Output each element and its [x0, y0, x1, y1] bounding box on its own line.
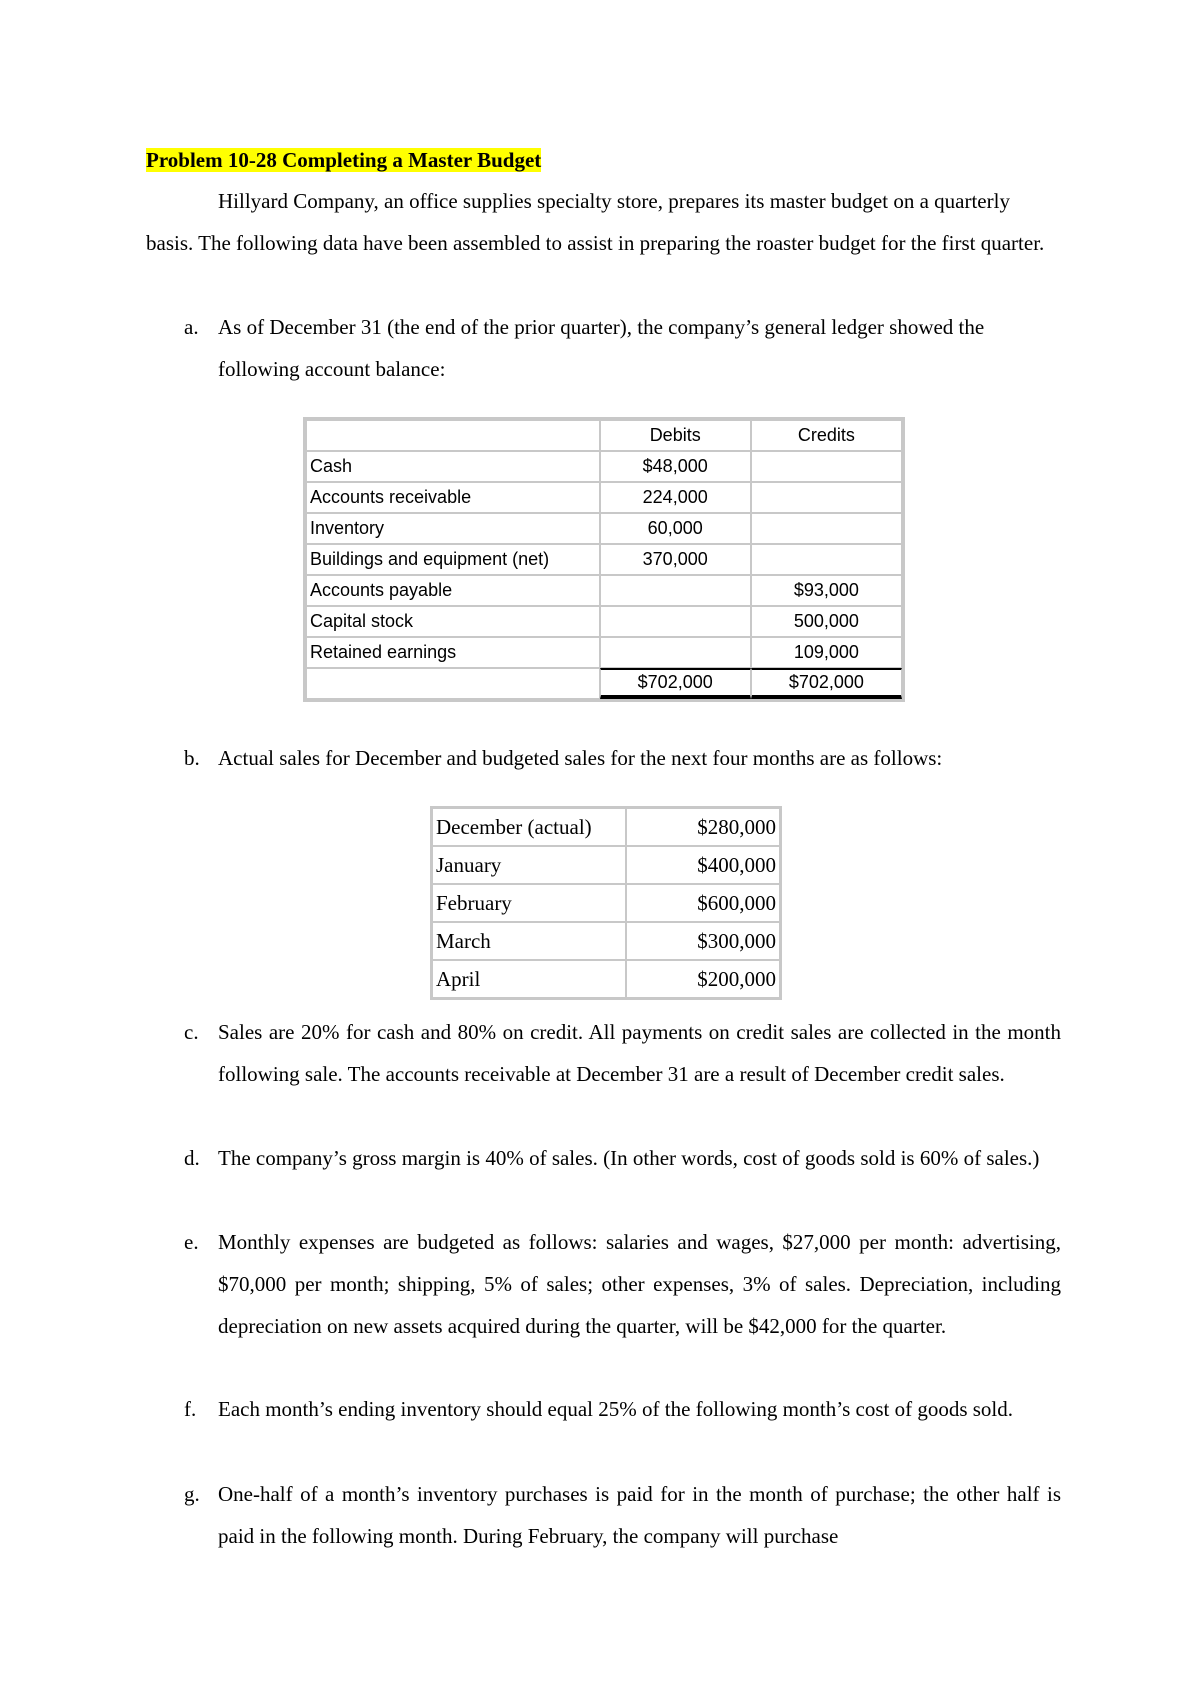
debit-value: 224,000: [600, 482, 751, 513]
credit-value: 109,000: [751, 637, 902, 668]
debit-value: $48,000: [600, 451, 751, 482]
credit-value: [751, 482, 902, 513]
debit-total: $702,000: [600, 668, 751, 699]
table-row: [432, 960, 780, 998]
debit-value: [600, 606, 751, 637]
list-marker: g.: [184, 1482, 200, 1506]
credit-total: $702,000: [751, 668, 902, 699]
list-item-text: Monthly expenses are budgeted as follows: salaries and wages, $27,000 per month: advertising, $70,000 per month; shipping, 5% of sales; other expenses, 3% of sales. Depreciation, including depreciation on new assets acquired during the quarter, will be $42,000 for the quarter.: [218, 1230, 1061, 1338]
list-item-a: [146, 306, 1061, 390]
credit-value: $93,000: [751, 575, 902, 606]
list-item-f: [146, 1388, 1061, 1430]
list-marker: c.: [184, 1020, 199, 1044]
list-item-text: One-half of a month’s inventory purchases is paid for in the month of purchase; the other half is paid in the following month. During February, the company will purchase: [218, 1482, 1061, 1548]
title-highlight: Problem 10-28 Completing a Master Budget: [146, 148, 542, 172]
table-row: [306, 482, 902, 513]
table-row: [432, 884, 780, 922]
debit-value: [600, 575, 751, 606]
account-balance-table: [303, 417, 905, 702]
page-title: [146, 145, 541, 175]
sales-month: March: [432, 922, 626, 960]
sales-table: [430, 806, 782, 1000]
list-item-g: [146, 1473, 1061, 1557]
credit-value: 500,000: [751, 606, 902, 637]
totals-row: [306, 668, 902, 699]
intro-paragraph: [146, 180, 1061, 264]
table-row: [306, 606, 902, 637]
table-cell: [306, 420, 600, 451]
sales-month: April: [432, 960, 626, 998]
table-row: [432, 808, 780, 846]
debit-value: [600, 637, 751, 668]
account-name: Capital stock: [306, 606, 600, 637]
list-item-d: [146, 1137, 1061, 1179]
table-header-row: [306, 420, 902, 451]
list-item-b: [146, 737, 1061, 779]
sales-amount: $200,000: [626, 960, 780, 998]
table-cell: [306, 668, 600, 699]
table-row: [432, 846, 780, 884]
sales-amount: $280,000: [626, 808, 780, 846]
credits-header: Credits: [751, 420, 902, 451]
account-name: Retained earnings: [306, 637, 600, 668]
account-name: Buildings and equipment (net): [306, 544, 600, 575]
account-name: Cash: [306, 451, 600, 482]
list-item-e: [146, 1221, 1061, 1347]
account-name: Accounts payable: [306, 575, 600, 606]
sales-amount: $300,000: [626, 922, 780, 960]
debit-value: 60,000: [600, 513, 751, 544]
credit-value: [751, 544, 902, 575]
list-item-text: As of December 31 (the end of the prior quarter), the company’s general ledger showed the following account balance:: [218, 315, 985, 381]
table-row: [432, 922, 780, 960]
table-row: [306, 637, 902, 668]
list-marker: b.: [184, 746, 200, 770]
list-item-text: Each month’s ending inventory should equal 25% of the following month’s cost of goods sold.: [218, 1397, 1013, 1421]
credit-value: [751, 451, 902, 482]
table-row: [306, 513, 902, 544]
table-row: [306, 451, 902, 482]
table-row: [306, 575, 902, 606]
intro-text: Hillyard Company, an office supplies specialty store, prepares its master budget on a quarterly basis. The following data have been assembled to assist in preparing the roaster budget for the first quarter.: [146, 189, 1045, 255]
list-marker: e.: [184, 1230, 199, 1254]
sales-month: January: [432, 846, 626, 884]
debit-value: 370,000: [600, 544, 751, 575]
sales-month: December (actual): [432, 808, 626, 846]
sales-amount: $600,000: [626, 884, 780, 922]
list-item-text: The company’s gross margin is 40% of sales. (In other words, cost of goods sold is 60% of sales.): [218, 1146, 1040, 1170]
list-item-text: Sales are 20% for cash and 80% on credit. All payments on credit sales are collected in the month following sale. The accounts receivable at December 31 are a result of December credit sales.: [218, 1020, 1061, 1086]
account-name: Inventory: [306, 513, 600, 544]
list-item-text: Actual sales for December and budgeted sales for the next four months are as follows:: [218, 746, 943, 770]
credit-value: [751, 513, 902, 544]
list-item-c: [146, 1011, 1061, 1095]
account-name: Accounts receivable: [306, 482, 600, 513]
debits-header: Debits: [600, 420, 751, 451]
sales-amount: $400,000: [626, 846, 780, 884]
sales-month: February: [432, 884, 626, 922]
list-marker: a.: [184, 315, 199, 339]
list-marker: d.: [184, 1146, 200, 1170]
list-marker: f.: [184, 1397, 197, 1421]
table-row: [306, 544, 902, 575]
